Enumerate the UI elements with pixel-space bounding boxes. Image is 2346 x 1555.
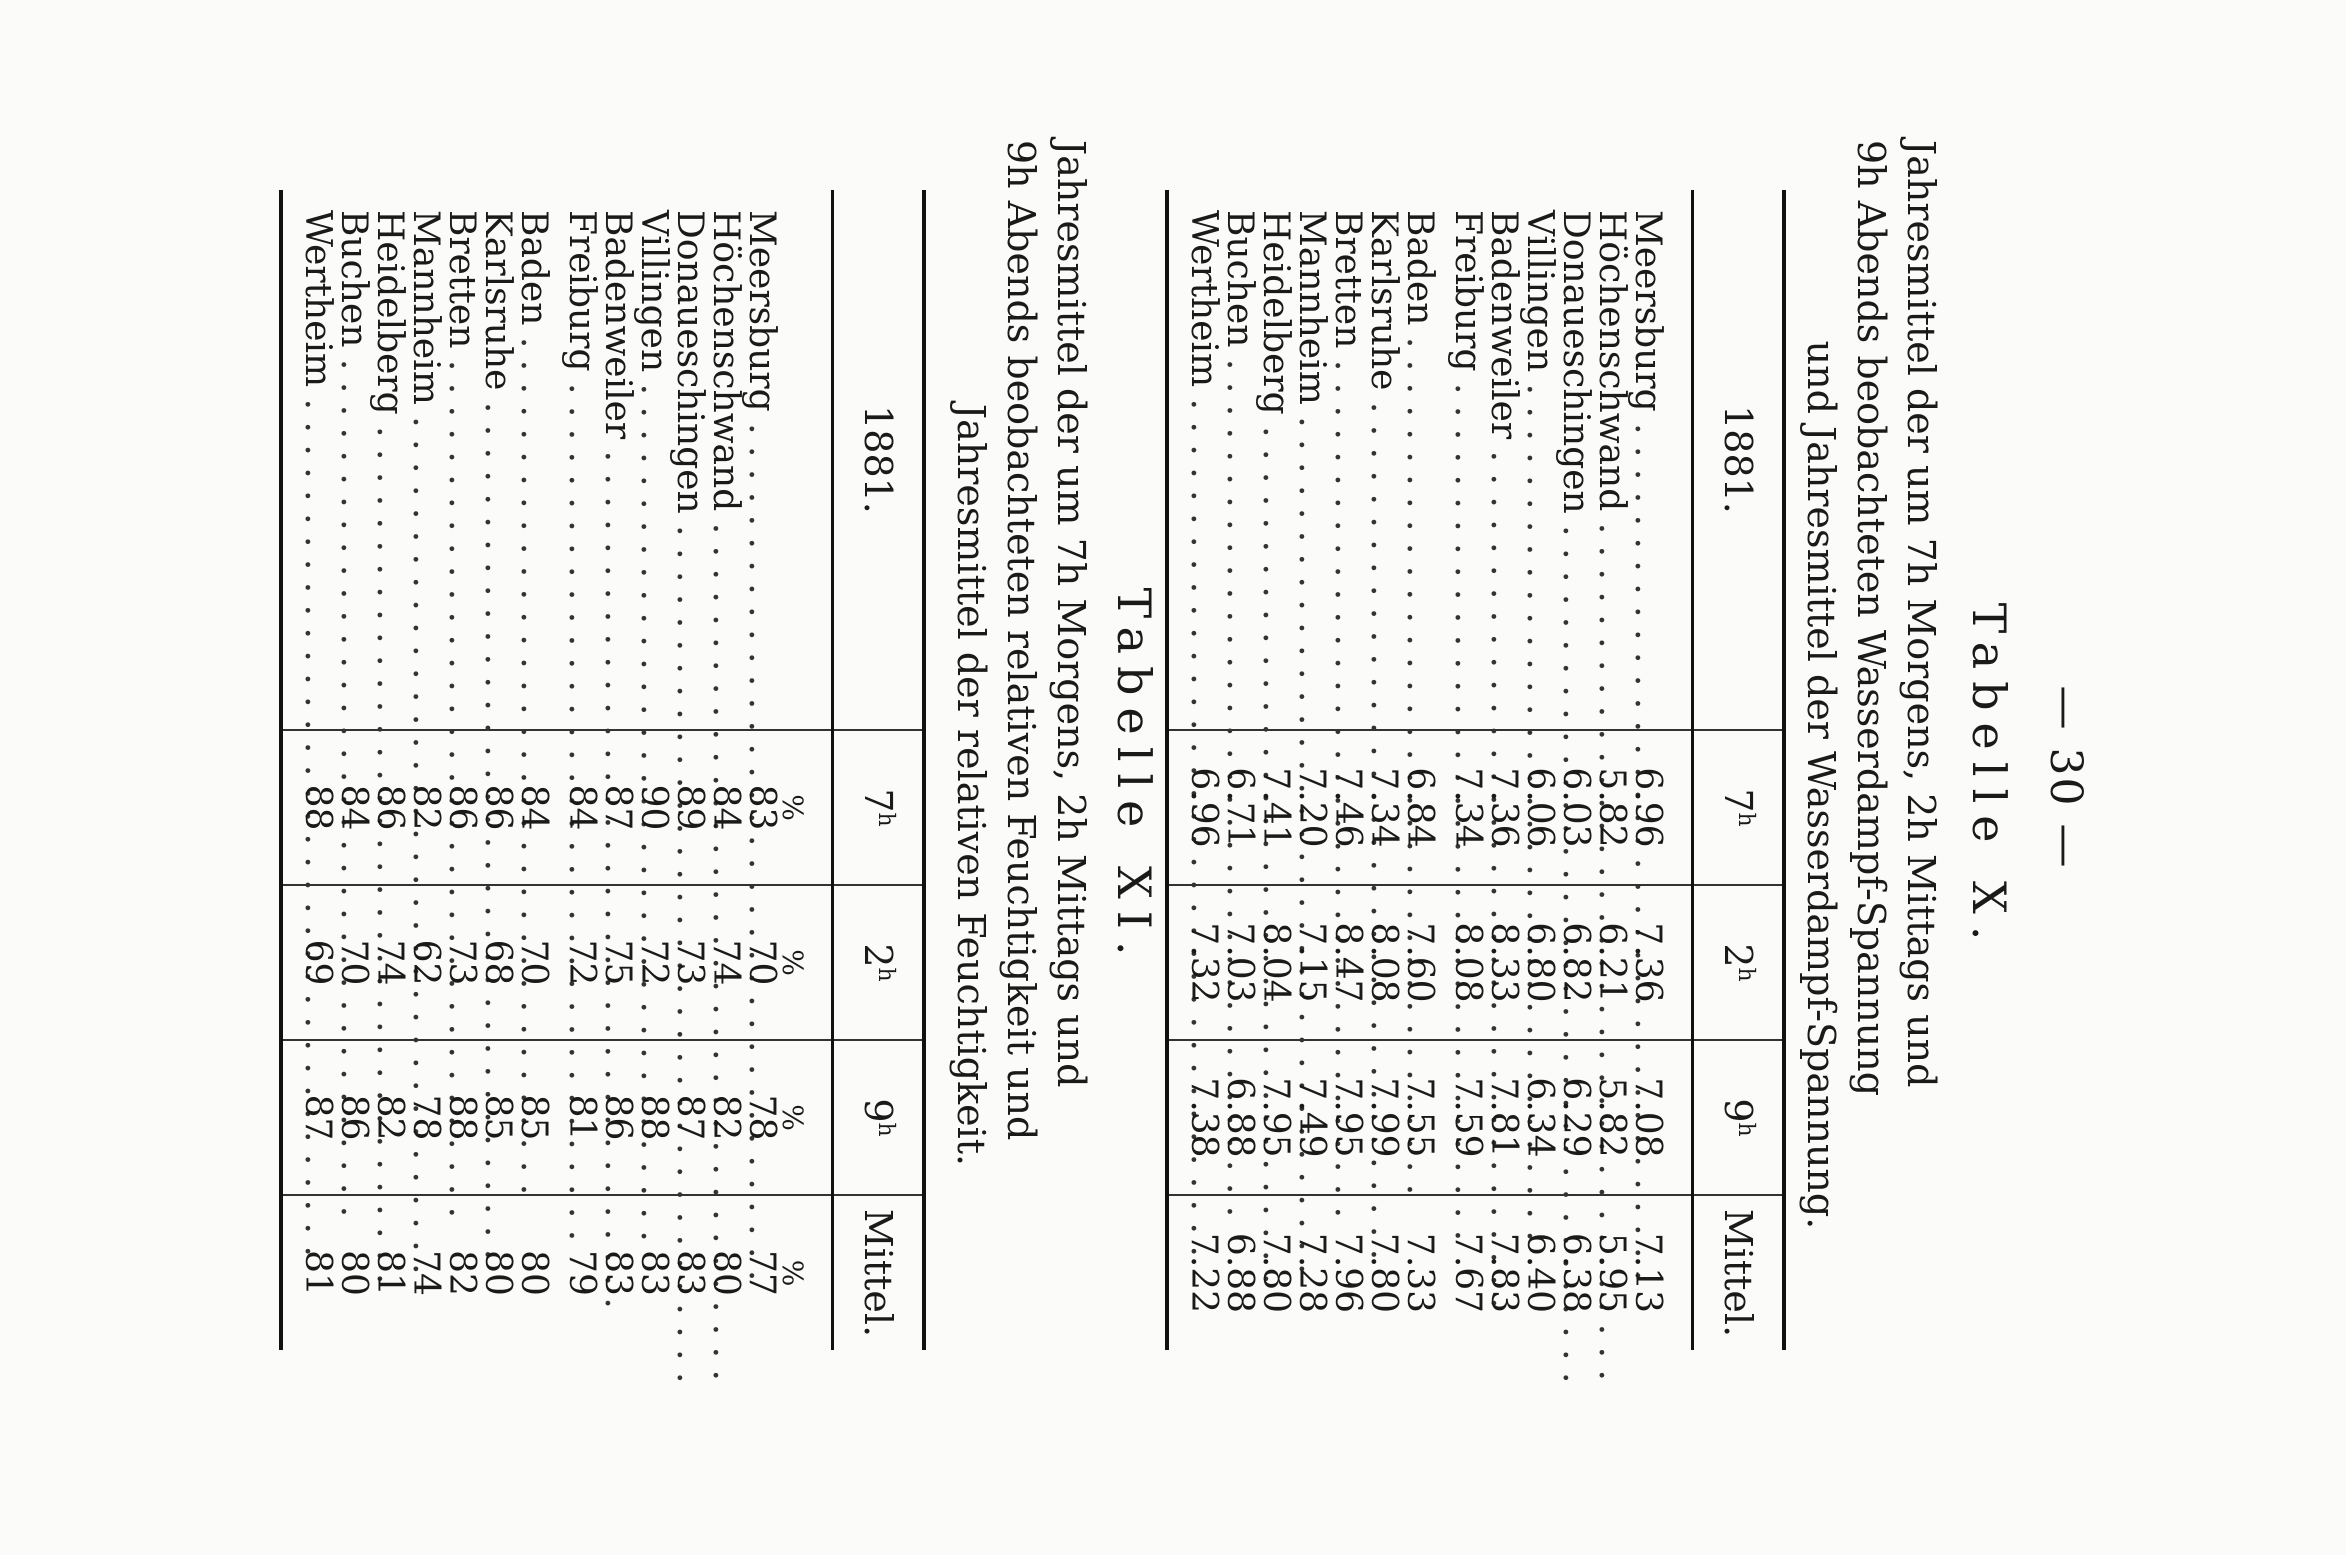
table-row	[1485, 190, 1521, 1350]
station-name: Bretten . . .	[441, 210, 482, 1218]
value-cell: 8.08	[1449, 885, 1485, 1040]
value-cell: 86	[599, 1040, 635, 1195]
header-7h	[1693, 730, 1785, 885]
value-cell: 5.95	[1593, 1195, 1629, 1350]
value-cell: %	[779, 1040, 833, 1195]
value-cell: 6.29	[1557, 1040, 1593, 1195]
station-name: Buchen . . .	[1219, 210, 1260, 1217]
value-cell: 7.34	[1365, 730, 1401, 885]
caption-line: Jahresmittel der relativen Feuchtigkeit.	[949, 403, 993, 1167]
table-x	[1165, 190, 1786, 1350]
station-name: Baden . . .	[513, 210, 554, 1195]
table-row	[671, 190, 707, 1350]
value-cell: 7.34	[1449, 730, 1485, 885]
station-cell	[333, 190, 374, 730]
station-name: Heidelberg . . .	[369, 210, 410, 1284]
value-cell: 68	[479, 885, 515, 1040]
value-cell: 88	[443, 1040, 479, 1195]
table-row	[635, 190, 671, 1350]
value-cell: 7.55	[1401, 1040, 1449, 1195]
header-text: h	[873, 1122, 898, 1137]
caption-line: 9h Abends beobachteten Wasserdampf-Spannung	[1849, 140, 1893, 1097]
station-cell	[281, 190, 338, 730]
table-header	[1693, 190, 1785, 1350]
value-cell: 7.46	[1329, 730, 1365, 885]
table-row	[1167, 190, 1221, 1350]
value-cell: 6.40	[1521, 1195, 1557, 1350]
value-cell: %	[779, 1195, 833, 1350]
value-cell: 82	[443, 1195, 479, 1350]
header-text: 2	[856, 943, 900, 968]
value-cell: 82	[371, 1040, 407, 1195]
value-cell: 6.96	[1167, 730, 1221, 885]
table-row	[563, 190, 599, 1350]
value-cell: 6.06	[1521, 730, 1557, 885]
station-name: Wertheim . . .	[1183, 210, 1224, 1257]
value-cell: 6.88	[1221, 1040, 1257, 1195]
table-row	[479, 190, 515, 1350]
value-cell: 7.15	[1293, 885, 1329, 1040]
value-cell: 88	[635, 1040, 671, 1195]
value-cell: 5.82	[1593, 1040, 1629, 1195]
value-cell: 85	[515, 1040, 563, 1195]
value-cell: 6.80	[1521, 885, 1557, 1040]
value-cell: 7.36	[1485, 730, 1521, 885]
station-cell	[633, 190, 674, 730]
station-cell	[1167, 190, 1224, 730]
station-cell	[561, 190, 602, 730]
table-row	[407, 190, 443, 1350]
value-cell: 86	[443, 730, 479, 885]
header-2h	[1693, 885, 1785, 1040]
header-text: h	[873, 812, 898, 827]
value-cell: 6.82	[1557, 885, 1593, 1040]
station-cell	[477, 190, 518, 730]
value-cell: 7.95	[1257, 1040, 1293, 1195]
value-cell: %	[779, 730, 833, 885]
value-cell: 70	[335, 885, 371, 1040]
header-text: h	[873, 967, 898, 982]
table-row	[1293, 190, 1329, 1350]
value-cell: 86	[479, 730, 515, 885]
value-cell: 78	[743, 1040, 779, 1195]
value-cell: 5.82	[1593, 730, 1629, 885]
value-cell: 8.04	[1257, 885, 1293, 1040]
value-cell: 84	[515, 730, 563, 885]
value-cell: 89	[671, 730, 707, 885]
header-mittel: Mittel.	[833, 1195, 925, 1350]
table-row	[743, 190, 779, 1350]
station-cell	[1629, 190, 1693, 730]
station-cell	[741, 190, 782, 730]
station-name: Villingen . . .	[633, 210, 674, 1242]
value-cell: 6.88	[1221, 1195, 1257, 1350]
value-cell: 79	[563, 1195, 599, 1350]
table-row	[1257, 190, 1293, 1350]
table-xi-caption	[946, 140, 1096, 1430]
station-name: Baden . . .	[1399, 210, 1440, 1195]
table-row	[1329, 190, 1365, 1350]
station-cell	[669, 190, 710, 730]
value-cell: 81	[281, 1195, 335, 1350]
station-cell	[1447, 190, 1488, 730]
station-cell	[1401, 190, 1449, 730]
value-cell: 7.41	[1257, 730, 1293, 885]
table-row	[1449, 190, 1485, 1350]
value-cell: 81	[371, 1195, 407, 1350]
value-cell: 72	[563, 885, 599, 1040]
value-cell: 8.47	[1329, 885, 1365, 1040]
table-x-title: Tabelle X.	[1962, 602, 2016, 953]
value-cell: 6.03	[1557, 730, 1593, 885]
value-cell: 6.21	[1593, 885, 1629, 1040]
station-cell	[597, 190, 638, 730]
station-cell	[1591, 190, 1632, 730]
value-cell: 7.13	[1629, 1195, 1693, 1350]
station-name: Höchenschwand . . .	[1591, 210, 1632, 1381]
table-row	[1221, 190, 1257, 1350]
station-cell	[369, 190, 410, 730]
value-cell: 69	[281, 885, 335, 1040]
percent-row	[779, 190, 833, 1350]
station-cell	[441, 190, 482, 730]
value-cell: 7.36	[1629, 885, 1693, 1040]
header-text: h	[1733, 967, 1758, 982]
header-text: h	[1733, 812, 1758, 827]
value-cell: 74	[371, 885, 407, 1040]
value-cell: 7.81	[1485, 1040, 1521, 1195]
station-name: Donaueschingen . . .	[1555, 210, 1596, 1383]
value-cell: 84	[563, 730, 599, 885]
value-cell: 73	[443, 885, 479, 1040]
value-cell: 80	[335, 1195, 371, 1350]
station-name: Freiburg . . .	[561, 210, 602, 1241]
value-cell: 6.38	[1557, 1195, 1593, 1350]
value-cell: 7.59	[1449, 1040, 1485, 1195]
value-cell: 80	[479, 1195, 515, 1350]
value-cell: 74	[707, 885, 743, 1040]
value-cell: 8.08	[1365, 885, 1401, 1040]
header-text: 9	[1716, 1098, 1760, 1123]
header-text: 9	[856, 1098, 900, 1123]
station-cell	[705, 190, 746, 730]
header-text: h	[1733, 1122, 1758, 1137]
station-name: Bretten . . .	[1327, 210, 1368, 1218]
station-cell	[1519, 190, 1560, 730]
value-cell: 7.08	[1629, 1040, 1693, 1195]
station-cell	[1363, 190, 1404, 730]
value-cell: 6.34	[1521, 1040, 1557, 1195]
value-cell: 7.96	[1329, 1195, 1365, 1350]
value-cell: 86	[371, 730, 407, 885]
station-name: Villingen . . .	[1519, 210, 1560, 1242]
value-cell: 6.71	[1221, 730, 1257, 885]
table-x-caption	[1796, 140, 1946, 1430]
station-name: Freiburg . . .	[1447, 210, 1488, 1241]
value-cell: 82	[407, 730, 443, 885]
value-cell: 7.99	[1365, 1040, 1401, 1195]
station-cell	[779, 190, 833, 730]
header-year: 1881.	[833, 190, 925, 730]
value-cell: 85	[479, 1040, 515, 1195]
value-cell: 7.60	[1401, 885, 1449, 1040]
table-row	[1521, 190, 1557, 1350]
caption-line: Jahresmittel der um 7h Morgens, 2h Mittags und	[1049, 140, 1093, 1088]
station-cell	[1255, 190, 1296, 730]
table-row	[1557, 190, 1593, 1350]
station-name: Mannheim . . .	[1291, 210, 1332, 1275]
value-cell: 83	[635, 1195, 671, 1350]
table-xi-title: Tabelle XI.	[1107, 587, 1161, 968]
station-name: Meersburg . . .	[1627, 210, 1668, 1281]
table-row	[599, 190, 635, 1350]
station-cell	[515, 190, 563, 730]
value-cell: 70	[515, 885, 563, 1040]
value-cell: 62	[407, 885, 443, 1040]
value-cell: 8.33	[1485, 885, 1521, 1040]
value-cell: 80	[515, 1195, 563, 1350]
station-cell	[1327, 190, 1368, 730]
value-cell: 7.03	[1221, 885, 1257, 1040]
value-cell: 78	[407, 1040, 443, 1195]
value-cell: 6.84	[1401, 730, 1449, 885]
caption-line: und Jahresmittel der Wasserdampf-Spannung.	[1799, 340, 1843, 1230]
value-cell: 7.80	[1365, 1195, 1401, 1350]
station-name: Karlsruhe . . .	[477, 210, 518, 1260]
station-cell	[1555, 190, 1596, 730]
station-name: Badenweiler . . .	[597, 210, 638, 1309]
value-cell: 7.95	[1329, 1040, 1365, 1195]
value-cell: 72	[635, 885, 671, 1040]
caption-line: Jahresmittel der um 7h Morgens, 2h Mittags und	[1899, 140, 1943, 1088]
table-row	[1629, 190, 1693, 1350]
value-cell: 83	[743, 730, 779, 885]
station-name: Wertheim . . .	[297, 210, 338, 1257]
table-header	[833, 190, 925, 1350]
value-cell: 7.20	[1293, 730, 1329, 885]
value-cell: 7.80	[1257, 1195, 1293, 1350]
value-cell: 7.49	[1293, 1040, 1329, 1195]
value-cell: %	[779, 885, 833, 1040]
table-row	[515, 190, 563, 1350]
header-9h	[1693, 1040, 1785, 1195]
value-cell: 87	[671, 1040, 707, 1195]
station-name: Donaueschingen . . .	[669, 210, 710, 1383]
station-cell	[1291, 190, 1332, 730]
value-cell: 86	[335, 1040, 371, 1195]
header-year: 1881.	[1693, 190, 1785, 730]
value-cell: 7.33	[1401, 1195, 1449, 1350]
value-cell: 7.38	[1167, 1040, 1221, 1195]
caption-line: 9h Abends beobachteten relativen Feuchtigkeit und	[999, 140, 1043, 1141]
header-text: 2	[1716, 943, 1760, 968]
station-cell	[405, 190, 446, 730]
station-name: Heidelberg . . .	[1255, 210, 1296, 1284]
value-cell: 74	[407, 1195, 443, 1350]
value-cell: 83	[671, 1195, 707, 1350]
table-row	[1401, 190, 1449, 1350]
station-name: Meersburg . . .	[741, 210, 782, 1281]
header-2h	[833, 885, 925, 1040]
value-cell: 7.67	[1449, 1195, 1485, 1350]
value-cell: 84	[335, 730, 371, 885]
value-cell: 88	[281, 730, 335, 885]
table-row	[1365, 190, 1401, 1350]
table-row	[443, 190, 479, 1350]
header-text: 7	[856, 788, 900, 813]
value-cell: 82	[707, 1040, 743, 1195]
value-cell: 7.32	[1167, 885, 1221, 1040]
value-cell: 87	[599, 730, 635, 885]
header-text: 7	[1716, 788, 1760, 813]
header-mittel: Mittel.	[1693, 1195, 1785, 1350]
value-cell: 75	[599, 885, 635, 1040]
table-row	[707, 190, 743, 1350]
station-name: Mannheim . . .	[405, 210, 446, 1275]
header-7h	[833, 730, 925, 885]
station-name: Höchenschwand . . .	[705, 210, 746, 1381]
table-row	[335, 190, 371, 1350]
value-cell: 7.83	[1485, 1195, 1521, 1350]
station-cell	[1483, 190, 1524, 730]
value-cell: 80	[707, 1195, 743, 1350]
value-cell: 83	[599, 1195, 635, 1350]
value-cell: 70	[743, 885, 779, 1040]
header-9h	[833, 1040, 925, 1195]
station-name: Badenweiler . . .	[1483, 210, 1524, 1309]
value-cell: 90	[635, 730, 671, 885]
station-name: Karlsruhe . . .	[1363, 210, 1404, 1260]
value-cell: 87	[281, 1040, 335, 1195]
value-cell: 84	[707, 730, 743, 885]
station-name: Buchen . . .	[333, 210, 374, 1217]
page-number: — 30 —	[2040, 685, 2091, 870]
table-row	[281, 190, 335, 1350]
value-cell: 7.28	[1293, 1195, 1329, 1350]
table-row	[371, 190, 407, 1350]
table-row	[1593, 190, 1629, 1350]
station-cell	[1219, 190, 1260, 730]
table-xi	[279, 190, 926, 1350]
value-cell: 7.22	[1167, 1195, 1221, 1350]
value-cell: 6.96	[1629, 730, 1693, 885]
value-cell: 81	[563, 1040, 599, 1195]
value-cell: 73	[671, 885, 707, 1040]
value-cell: 77	[743, 1195, 779, 1350]
